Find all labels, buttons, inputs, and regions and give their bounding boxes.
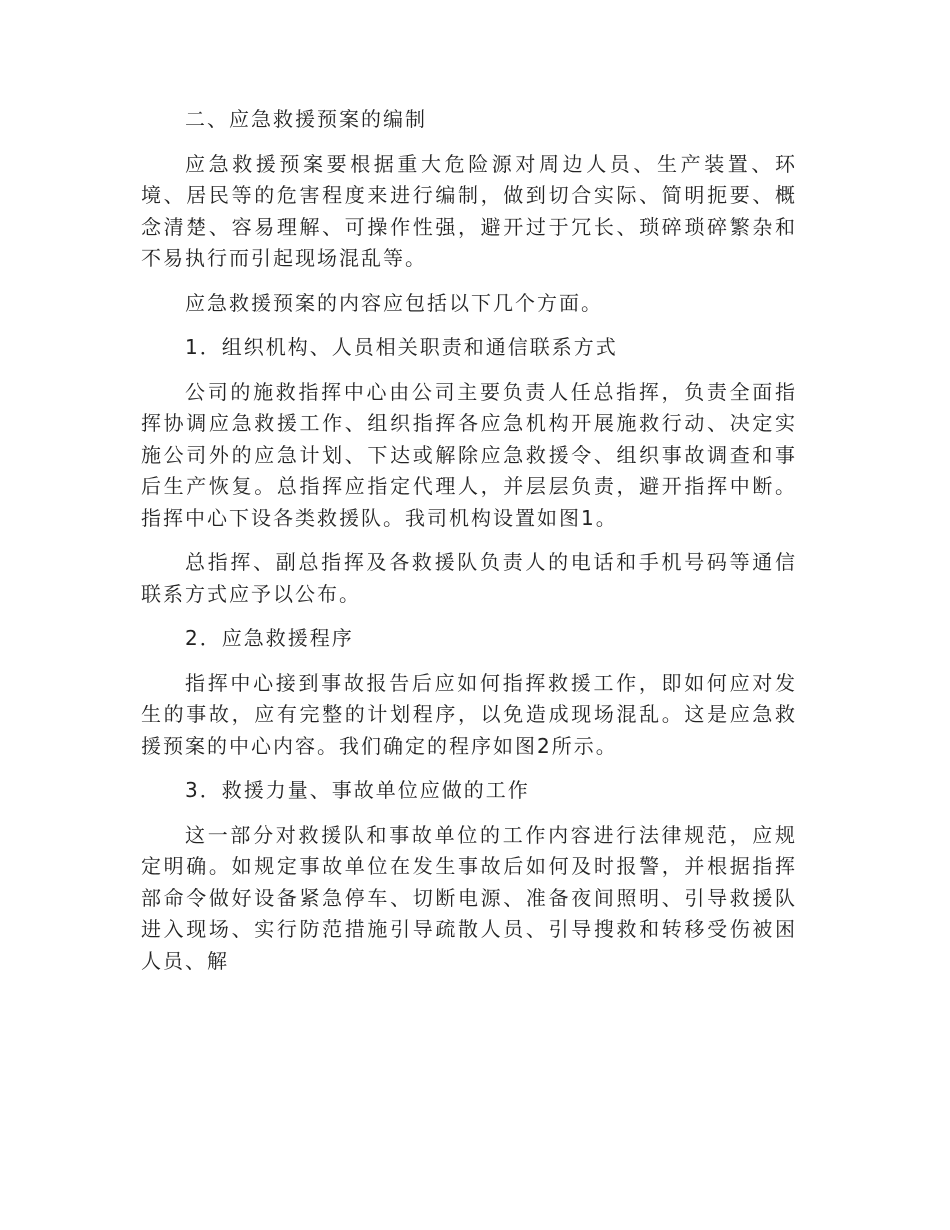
document-body xyxy=(141,104,797,990)
paragraph: 应急救援预案的内容应包括以下几个方面。 xyxy=(185,290,603,315)
subsection-heading: 1．组织机构、人员相关职责和通信联系方式 xyxy=(185,335,618,359)
paragraph: 总指挥、副总指挥及各救援队负责人的电话和手机号码等通信联系方式应予以公布。 xyxy=(141,550,797,606)
paragraph: 公司的施救指挥中心由公司主要负责人任总指挥，负责全面指挥协调应急救援工作、组织指挥各应急机构开展施救行动、决定实施公司外的应急计划、下达或解除应急救援令、组织事故调查和事后生产恢复。总指挥应指定代理人，并层层负责，避开指挥中断。指挥中心下设各类救援队。我司机构设置如图1。 xyxy=(141,379,797,530)
subsection-heading: 2．应急救援程序 xyxy=(185,626,354,650)
paragraph: 应急救援预案要根据重大危险源对周边人员、生产装置、环境、居民等的危害程度来进行编制，做到切合实际、简明扼要、概念清楚、容易理解、可操作性强，避开过于冗长、琐碎琐碎繁杂和不易执行而引起现场混乱等。 xyxy=(141,151,797,270)
section-heading: 二、应急救援预案的编制 xyxy=(185,107,427,131)
subsection-heading: 3．救援力量、事故单位应做的工作 xyxy=(185,778,530,802)
paragraph: 这一部分对救援队和事故单位的工作内容进行法律规范，应规定明确。如规定事故单位在发生事故后如何及时报警，并根据指挥部命令做好设备紧急停车、切断电源、准备夜间照明、引导救援队进入现场、实行防范措施引导疏散人员、引导搜救和转移受伤被困人员、解 xyxy=(141,822,797,973)
paragraph: 指挥中心接到事故报告后应如何指挥救援工作，即如何应对发生的事故，应有完整的计划程序，以免造成现场混乱。这是应急救援预案的中心内容。我们确定的程序如图2所示。 xyxy=(141,670,797,758)
